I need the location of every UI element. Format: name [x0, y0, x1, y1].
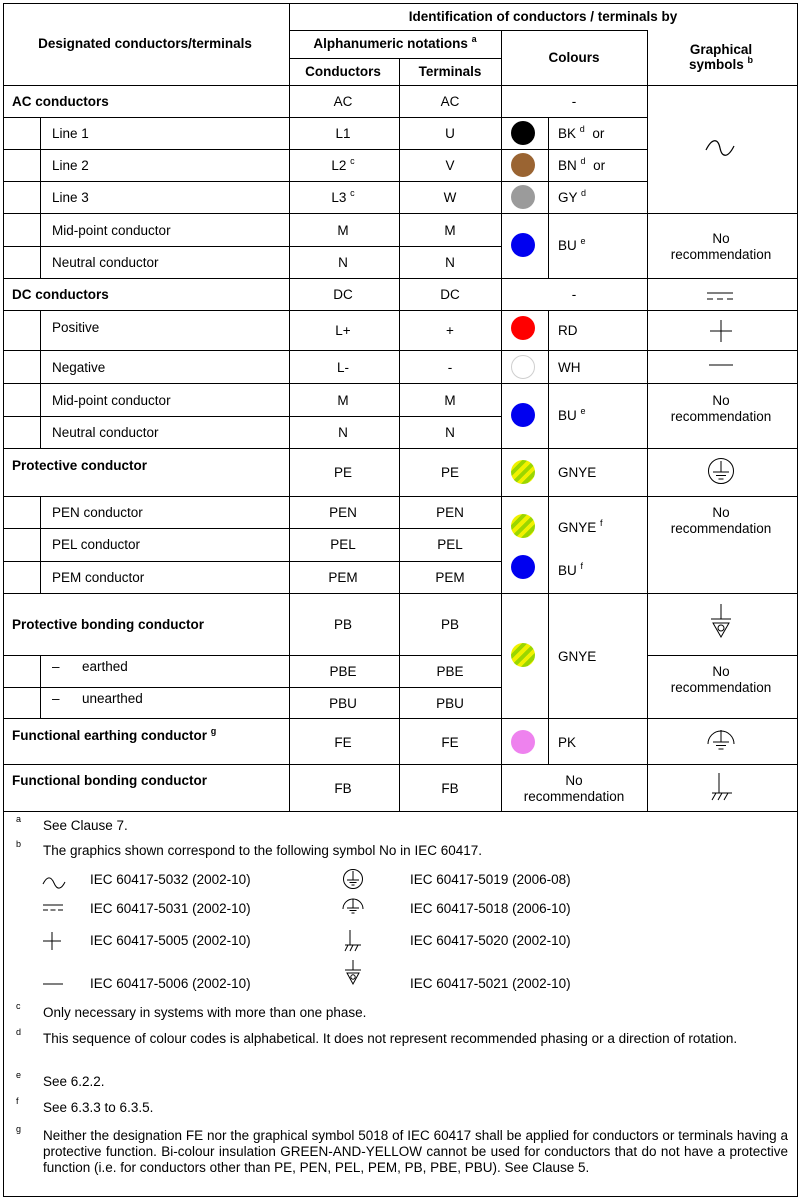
row-pen-name: PEN conductor [52, 505, 143, 520]
row-line3-cond: L3 $^c$ [331, 188, 355, 205]
functional-earth-icon [341, 898, 365, 916]
row-pbe-name: earthed [82, 659, 128, 674]
col-rule [289, 3, 290, 812]
row-dc-neutral-cond: N [338, 425, 348, 440]
no-recommendation-3b: recommendation [670, 521, 772, 536]
row-pe-name: Protective conductor [12, 458, 148, 473]
row-negative-colour: WH [558, 360, 581, 375]
rule [3, 593, 797, 594]
row-line1-name: Line 1 [52, 126, 89, 141]
row-ac-neutral-term: N [445, 255, 455, 270]
colour-swatch-blue [511, 555, 535, 579]
row-fb-name: Functional bonding conductor [12, 773, 207, 788]
row-dc-neutral-name: Neutral conductor [52, 425, 159, 440]
row-pem-cond: PEM [328, 570, 358, 585]
row-negative-cond: L- [336, 360, 350, 375]
rule [3, 383, 797, 384]
indent-rule [40, 655, 41, 718]
footnote-c-label: c [16, 1001, 21, 1011]
header-terminals: Terminals [418, 64, 482, 79]
no-recommendation-2b: recommendation [670, 409, 772, 424]
row-dc-neutral-colour: BU $^e$ [558, 406, 586, 423]
col-rule [548, 593, 549, 718]
rule [3, 85, 797, 86]
row-pbu-term: PBU [436, 696, 464, 711]
row-fe-colour: PK [558, 735, 577, 750]
footnote-e-text: See 6.2.2. [43, 1074, 105, 1089]
row-positive-cond: L+ [335, 323, 351, 338]
row-dc-neutral-term: N [445, 425, 455, 440]
positive-symbol-icon [709, 319, 733, 343]
protective-bonding-icon [344, 959, 362, 987]
rule [3, 718, 797, 719]
colour-swatch-blue [511, 233, 535, 257]
row-pel-name: PEL conductor [52, 537, 141, 552]
row-dc-name: DC conductors [12, 287, 109, 302]
footnote-f-text: See 6.3.3 to 6.3.5. [43, 1100, 154, 1115]
header-colours: Colours [548, 50, 600, 65]
col-rule [548, 416, 549, 448]
header-conductors: Conductors [305, 64, 381, 79]
rule [3, 213, 797, 214]
row-line3-name: Line 3 [52, 190, 89, 205]
footnote-g-text: Neither the designation FE nor the graphical symbol 5018 of IEC 60417 shall be applied for conductors or terminals having a protective function. Bi-colour insulation GREEN-AND-YELLOW cannot be used for conductors that do not have a protective function (i.e. for conductors other than PE, PEN, PEL, PEM, PB, PBE, PBU). See Clause 5. [43, 1128, 788, 1175]
rule [3, 655, 501, 656]
col-rule [399, 58, 400, 812]
indent-rule [40, 213, 41, 278]
row-pb-colour: GNYE [558, 649, 597, 664]
functional-bonding-icon [341, 929, 363, 953]
row-dc-term: DC [440, 287, 460, 302]
row-pem-term: PEM [435, 570, 465, 585]
protective-bonding-icon [709, 603, 733, 641]
footnote-d-text: This sequence of colour codes is alphabetical. It does not represent recommended phasing or a direction of rotation. [43, 1031, 738, 1046]
row-line3-colour: GY $^d$ [558, 188, 587, 205]
row-ac-mid-cond: M [337, 223, 349, 238]
rule [3, 149, 647, 150]
row-fb-cond: FB [334, 781, 352, 796]
row-ac-name: AC conductors [12, 94, 109, 109]
border-bottom [3, 1196, 797, 1197]
ac-symbol-icon [704, 138, 736, 158]
no-recommendation-4a: No [712, 664, 730, 679]
col-rule [548, 448, 549, 593]
colour-swatch-brown [511, 153, 535, 177]
col-rule [548, 718, 549, 764]
footnote-d-label: d [16, 1027, 22, 1037]
symbol-5005-ref: IEC 60417-5005 (2002-10) [90, 933, 251, 948]
functional-earth-icon [705, 729, 737, 753]
dc-symbol-icon [706, 289, 734, 303]
no-recommendation-3a: No [712, 505, 730, 520]
positive-symbol-icon [42, 931, 62, 951]
rule [3, 448, 797, 449]
symbol-5032-ref: IEC 60417-5032 (2002-10) [90, 872, 251, 887]
col-rule [548, 310, 549, 416]
row-dc-colour: - [571, 287, 577, 302]
header-designated: Designated conductors/terminals [38, 36, 252, 51]
row-dc-cond: DC [333, 287, 353, 302]
row-ac-cond: AC [333, 94, 353, 109]
symbol-5031-ref: IEC 60417-5031 (2002-10) [90, 901, 251, 916]
row-line1-colour: BK $^d$ or [558, 124, 605, 141]
footnote-b-text: The graphics shown correspond to the following symbol No in IEC 60417. [43, 843, 482, 858]
row-ac-colour: - [571, 94, 577, 109]
row-ac-neutral-cond: N [338, 255, 348, 270]
row-dc-mid-cond: M [337, 393, 349, 408]
border-right [797, 3, 798, 1197]
header-graphical: Graphical [689, 42, 753, 57]
row-pbe-cond: PBE [329, 664, 357, 679]
colour-swatch-pink [511, 730, 535, 754]
header-identification: Identification of conductors / terminals by [408, 9, 678, 24]
rule [647, 655, 797, 656]
row-line2-term: V [445, 158, 455, 173]
footnote-b-label: b [16, 839, 22, 849]
rule [3, 528, 501, 529]
rule [3, 764, 797, 765]
footnote-g-label: g [16, 1124, 22, 1134]
no-recommendation-5b: recommendation [523, 789, 625, 804]
row-positive-term: + [446, 323, 454, 338]
row-line2-cond: L2 $^c$ [331, 156, 355, 173]
no-recommendation-1b: recommendation [670, 247, 772, 262]
row-pbu-cond: PBU [329, 696, 357, 711]
row-pen-cond: PEN [329, 505, 357, 520]
col-rule [647, 30, 648, 812]
row-negative-name: Negative [52, 360, 106, 375]
row-positive-name: Positive [52, 320, 100, 335]
colour-swatch-grey [511, 185, 535, 209]
colour-swatch-black [511, 121, 535, 145]
row-ac-mid-name: Mid-point conductor [52, 223, 171, 238]
row-line2-name: Line 2 [52, 158, 89, 173]
rule [3, 561, 501, 562]
row-pel-term: PEL [437, 537, 463, 552]
col-rule [501, 30, 502, 812]
row-pb-name: Protective bonding conductor [12, 617, 205, 632]
row-pe-term: PE [440, 465, 460, 480]
row-pel-cond: PEL [330, 537, 356, 552]
indent-rule [40, 496, 41, 593]
row-pb-cond: PB [333, 617, 353, 632]
dc-symbol-icon [42, 903, 64, 913]
row-line2-colour: BN $^d$ or [558, 156, 606, 173]
row-pe-colour: GNYE [558, 465, 597, 480]
row-ac-neutral-name: Neutral conductor [52, 255, 159, 270]
footnote-a-text: See Clause 7. [43, 818, 128, 833]
row-dc-mid-name: Mid-point conductor [52, 393, 171, 408]
row-pen-term: PEN [436, 505, 464, 520]
symbol-5020-ref: IEC 60417-5020 (2002-10) [410, 933, 571, 948]
indent-rule [40, 310, 41, 448]
symbol-5019-ref: IEC 60417-5019 (2006-08) [410, 872, 571, 887]
row-pb-term: PB [440, 617, 460, 632]
colour-swatch-red [511, 316, 535, 340]
rule [3, 496, 797, 497]
negative-symbol-icon [42, 980, 64, 988]
row-pbu-dash: – [52, 691, 60, 706]
border-left [3, 3, 4, 1197]
row-pen-colour: GNYE $^f$ [558, 518, 603, 535]
row-ac-term: AC [440, 94, 460, 109]
footnote-f-label: f [16, 1096, 19, 1106]
row-pem-name: PEM conductor [52, 570, 145, 585]
row-fe-term: FE [441, 735, 459, 750]
colour-swatch-blue [511, 403, 535, 427]
border-top [3, 3, 797, 4]
functional-bonding-icon [707, 772, 735, 802]
symbol-5006-ref: IEC 60417-5006 (2002-10) [90, 976, 251, 991]
row-line1-cond: L1 [335, 126, 351, 141]
row-fe-cond: FE [334, 735, 352, 750]
header-alphanumeric: Alphanumeric notations $^a$ [313, 34, 477, 51]
row-ac-neutral-colour: BU $^e$ [558, 236, 586, 253]
footnote-a-label: a [16, 814, 22, 824]
no-recommendation-4b: recommendation [670, 680, 772, 695]
footnote-c-text: Only necessary in systems with more than one phase. [43, 1005, 367, 1020]
negative-symbol-icon [708, 360, 734, 370]
rule [3, 811, 797, 812]
rule [3, 350, 797, 351]
ac-symbol-icon [42, 875, 66, 891]
colour-swatch-gnye [511, 514, 535, 538]
symbol-5021-ref: IEC 60417-5021 (2002-10) [410, 976, 571, 991]
row-line3-term: W [443, 190, 457, 205]
rule [3, 181, 647, 182]
col-rule [548, 117, 549, 213]
row-pbe-dash: – [52, 659, 60, 674]
rule [3, 416, 501, 417]
row-positive-colour: RD [558, 323, 578, 338]
colour-swatch-gnye [511, 460, 535, 484]
colour-swatch-gnye [511, 643, 535, 667]
rule [3, 278, 797, 279]
rule [3, 687, 501, 688]
header-symbols: symbols $^b$ [688, 55, 754, 72]
no-recommendation-2a: No [712, 393, 730, 408]
protective-earth-icon [342, 868, 364, 890]
rule [289, 30, 647, 31]
no-recommendation-5a: No [565, 773, 583, 788]
row-line1-term: U [445, 126, 455, 141]
row-fb-term: FB [441, 781, 459, 796]
row-ac-mid-term: M [444, 223, 456, 238]
row-pel-colour: BU $^f$ [558, 561, 584, 578]
rule [3, 310, 797, 311]
footnote-e-label: e [16, 1070, 22, 1080]
rule [289, 58, 501, 59]
rule [3, 246, 501, 247]
colour-swatch-white [511, 355, 535, 379]
row-pe-cond: PE [333, 465, 353, 480]
row-fe-name: Functional earthing conductor $^g$ [12, 726, 217, 743]
symbol-5018-ref: IEC 60417-5018 (2006-10) [410, 901, 571, 916]
row-negative-term: - [447, 360, 453, 375]
rule [3, 117, 647, 118]
row-pbu-name: unearthed [82, 691, 143, 706]
protective-earth-icon [707, 457, 735, 485]
row-pbe-term: PBE [436, 664, 464, 679]
row-dc-mid-term: M [444, 393, 456, 408]
indent-rule [40, 117, 41, 213]
no-recommendation-1a: No [712, 231, 730, 246]
col-rule [548, 213, 549, 278]
